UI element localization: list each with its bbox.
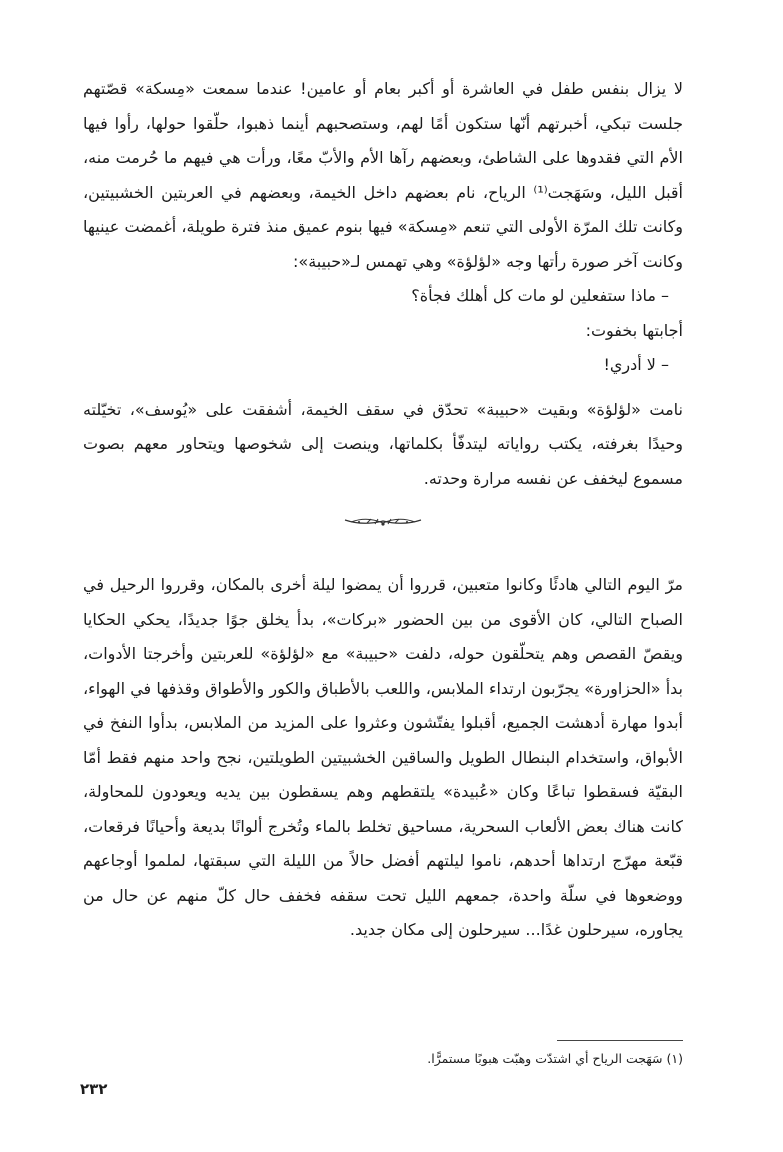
footnote-rule: [557, 1040, 683, 1041]
paragraph-1: لا يزال بنفس طفل في العاشرة أو أكبر بعام أو عامين! عندما سمعت «مِسكة» قصّتهم جلست تبكي، أخبرتهم أنّها ستكون أمًا لهم، وستصحبهم أينما ذهبوا، حلّقوا حولها، رأوا فيها الأم التي فقدوها على الشاطئ، وبعضهم رآها الأم والأبّ معًا، ورأت هي فيهم ما حُرمت منه، أقبل الليل، وسَهَجت⁽¹⁾ الرياح، نام بعضهم داخل الخيمة، وبعضهم في العربتين الخشبيتين، وكانت تلك المرّة الأولى التي تنعم «مِسكة» فيها بنوم عميق منذ فترة طويلة، أغمضت عينيها وكانت آخر صورة رأتها وجه «لؤلؤة» وهي تهمس لـ«حبيبة»:: [83, 79, 683, 271]
footnotes: [83, 1040, 683, 1069]
ornament-divider-icon: [83, 512, 683, 532]
reply-intro: أجابتها بخفوت:: [585, 320, 683, 340]
dialogue-line-1: – ماذا ستفعلين لو مات كل أهلك فجأة؟: [411, 286, 669, 305]
paragraph-2: نامت «لؤلؤة» وبقيت «حبيبة» تحدّق في سقف الخيمة، أشفقت على «يُوسف»، تخيّلته وحيدًا بغرفته، يكتب رواياته ليتدفّأ بكلماتها، وينصت إلى شخوصها ويتحاور معهم بصوت مسموع ليخفف عن نفسه مرارة وحدته.: [83, 399, 683, 488]
page-number: ٢٣٢: [80, 1080, 108, 1098]
footnote-1: (١) سَهَجت الرياح أي اشتدّت وهبّت هبوبًا مستمرًّا.: [427, 1051, 683, 1066]
paragraph-3: مرّ اليوم التالي هادئًا وكانوا متعبين، قرروا أن يمضوا ليلة أخرى بالمكان، وقرروا الرحيل في الصباح التالي، كان الأقوى من بين الحضور «بركات»، بدأ يخلق جوًا جديدًا، يحكي الحكايا ويقصّ القصص وهم يتحلّقون حوله، دلفت «حبيبة» مع «لؤلؤة» للعربتين وأخرجتا الأدوات، بدأ «الحزاورة» يجرّبون ارتداء الملابس، واللعب بالأطباق والكور والأطواق وقذفها في الهواء، أبدوا مهارة أدهشت الجميع، أقبلوا يفتّشون وعثروا على المزيد من الملابس، بدأوا النفخ في الأبواق، واستخدام البنطال الطويل والساقين الخشبيتين الطويلتين، نجح واحد منهم فقط أمّا البقيّة فسقطوا تباعًا وكان «عُبيدة» يلتقطهم وهم يسقطون بين يديه ويعودون للمحاولة، كانت هناك بعض الألعاب السحرية، مساحيق تخلط بالماء وتُخرج ألوانًا بديعة وأحيانًا فرقعات، قبّعة مهرّج ارتداها أحدهم، ناموا ليلتهم أفضل حالاً من الليلة التي سبقتها، لملموا أوجاعهم ووضعوها في سلّة واحدة، جمعهم الليل تحت سقفه فخفف حال كلّ منهم عن حال من يجاوره، سيرحلون غدًا... سيرحلون إلى مكان جديد.: [83, 575, 683, 939]
dialogue-line-2: – لا أدري!: [603, 355, 669, 374]
ornament-svg: [341, 512, 425, 532]
main-text: [83, 72, 683, 948]
